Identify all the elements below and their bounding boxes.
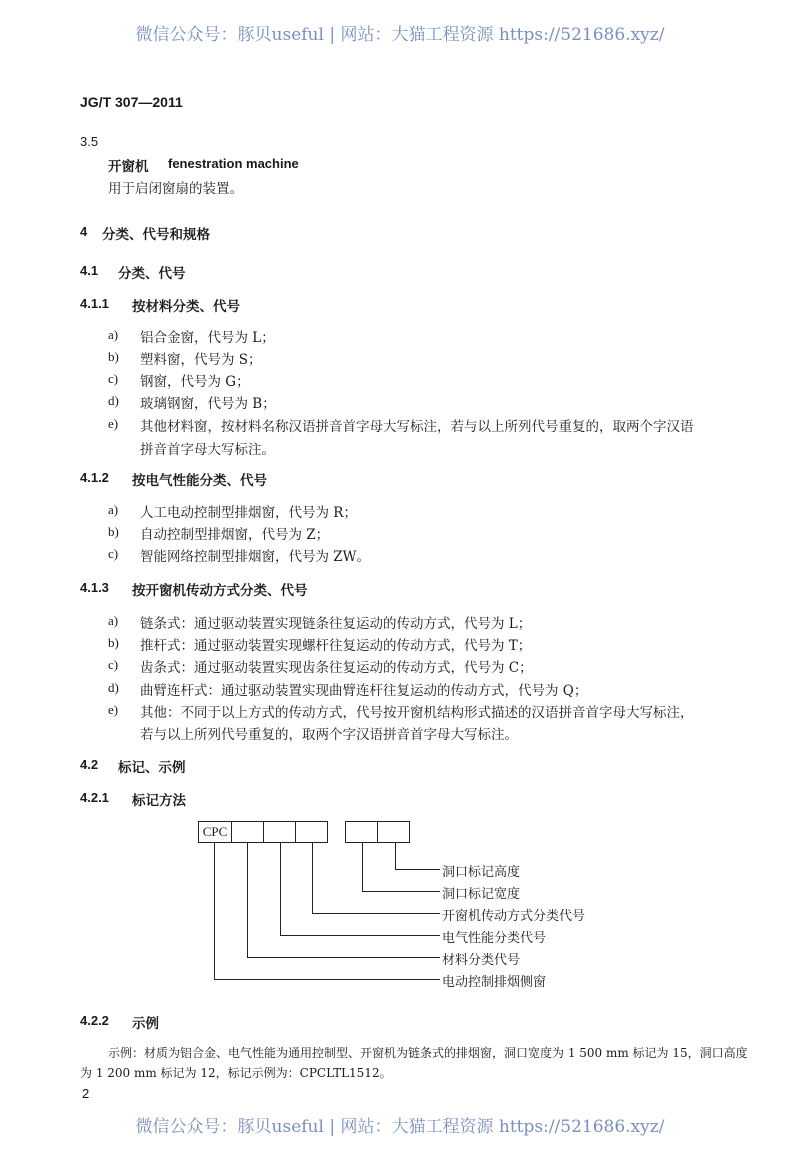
leader-line: [247, 842, 248, 958]
code-box-material: [231, 821, 264, 843]
diagram-label: 电气性能分类代号: [442, 931, 547, 946]
list-item-letter: c): [108, 546, 119, 561]
leader-line: [362, 842, 363, 892]
section-4-1-1-title: 按材料分类、代号: [132, 299, 240, 315]
section-4-2-1-title: 标记方法: [132, 793, 186, 809]
list-item-letter: a): [108, 613, 119, 628]
list-item-text: 齿条式：通过驱动装置实现齿条往复运动的传动方式，代号为 C；: [140, 660, 533, 676]
list-item-text: 玻璃钢窗，代号为 B；: [140, 396, 276, 412]
list-item-letter: c): [108, 371, 119, 386]
list-item-text: 钢窗，代号为 G；: [140, 374, 250, 390]
watermark-top: 微信公众号：豚贝useful | 网站：大猫工程资源 https://521686.xyz/: [135, 25, 665, 45]
list-item-text: 推杆式：通过驱动装置实现螺杆往复运动的传动方式，代号为 T；: [140, 638, 532, 654]
section-4-2-number: 4.2: [80, 757, 99, 772]
list-item-text: 塑料窗，代号为 S；: [140, 352, 262, 368]
section-4-number: 4: [80, 224, 88, 239]
code-box-electric: [263, 821, 296, 843]
list-item-text: 人工电动控制型排烟窗，代号为 R；: [140, 505, 357, 521]
list-item-text: 自动控制型排烟窗，代号为 Z；: [140, 527, 330, 543]
code-box-cpc: CPC: [198, 821, 232, 843]
watermark-bottom: 微信公众号：豚贝useful | 网站：大猫工程资源 https://521686.xyz/: [135, 1117, 665, 1137]
example-text-line1: 示例：材质为铝合金、电气性能为通用控制型、开窗机为链条式的排烟窗，洞口宽度为 1 500 mm 标记为 15，洞口高度: [108, 1046, 748, 1060]
list-item-letter: b): [108, 524, 119, 539]
list-item-letter: b): [108, 635, 119, 650]
term-definition: 用于启闭窗扇的装置。: [108, 181, 243, 197]
leader-line: [280, 935, 440, 936]
list-item-continuation: 拼音首字母大写标注。: [140, 442, 275, 458]
leader-line: [247, 957, 440, 958]
diagram-label: 洞口标记宽度: [442, 887, 521, 902]
section-4-1-2-title: 按电气性能分类、代号: [132, 473, 267, 489]
diagram-label: 开窗机传动方式分类代号: [442, 909, 586, 924]
list-item-letter: b): [108, 349, 119, 364]
leader-line: [395, 842, 396, 870]
section-4-1-number: 4.1: [80, 263, 99, 278]
list-item-letter: e): [108, 416, 119, 431]
list-item-text: 铝合金窗，代号为 L；: [140, 330, 275, 346]
diagram-label: 洞口标记高度: [442, 865, 521, 880]
list-item-text: 链条式：通过驱动装置实现链条往复运动的传动方式，代号为 L；: [140, 616, 532, 632]
section-4-title: 分类、代号和规格: [102, 227, 210, 243]
term-chinese: 开窗机: [108, 159, 149, 175]
example-text-line2: 为 1 200 mm 标记为 12，标记示例为：CPCLTL1512。: [80, 1066, 392, 1080]
section-4-2-2-title: 示例: [132, 1016, 159, 1032]
section-3-5-number: 3.5: [80, 134, 99, 149]
leader-line: [362, 891, 440, 892]
section-4-2-1-number: 4.2.1: [80, 790, 109, 805]
code-box-height: [377, 821, 410, 843]
leader-line: [214, 979, 440, 980]
section-4-2-title: 标记、示例: [118, 760, 186, 776]
section-4-2-2-number: 4.2.2: [80, 1013, 109, 1028]
section-4-1-2-number: 4.1.2: [80, 470, 109, 485]
list-item-letter: a): [108, 502, 119, 517]
list-item-text: 其他：不同于以上方式的传动方式，代号按开窗机结构形式描述的汉语拼音首字母大写标注，: [140, 705, 694, 721]
list-item-letter: d): [108, 680, 119, 695]
leader-line: [395, 869, 440, 870]
leader-line: [312, 842, 313, 914]
leader-line: [280, 842, 281, 936]
code-box-width: [345, 821, 378, 843]
standard-code: JG/T 307—2011: [80, 94, 183, 110]
list-item-letter: c): [108, 657, 119, 672]
list-item-continuation: 若与以上所列代号重复的，取两个字汉语拼音首字母大写标注。: [140, 727, 518, 743]
list-item-text: 其他材料窗，按材料名称汉语拼音首字母大写标注，若与以上所列代号重复的，取两个字汉语: [140, 419, 694, 435]
page-number: 2: [82, 1086, 90, 1101]
list-item-letter: d): [108, 393, 119, 408]
section-4-1-3-number: 4.1.3: [80, 580, 109, 595]
section-4-1-1-number: 4.1.1: [80, 296, 109, 311]
leader-line: [312, 913, 440, 914]
leader-line: [214, 842, 215, 980]
list-item-text: 曲臂连杆式：通过驱动装置实现曲臂连杆往复运动的传动方式，代号为 Q；: [140, 683, 588, 699]
list-item-text: 智能网络控制型排烟窗，代号为 ZW。: [140, 549, 371, 565]
section-4-1-3-title: 按开窗机传动方式分类、代号: [132, 583, 308, 599]
section-4-1-title: 分类、代号: [118, 266, 186, 282]
diagram-label: 电动控制排烟侧窗: [442, 975, 547, 990]
list-item-letter: a): [108, 327, 119, 342]
diagram-label: 材料分类代号: [442, 953, 521, 968]
term-english: fenestration machine: [168, 156, 299, 171]
list-item-letter: e): [108, 702, 119, 717]
code-box-transmission: [295, 821, 328, 843]
